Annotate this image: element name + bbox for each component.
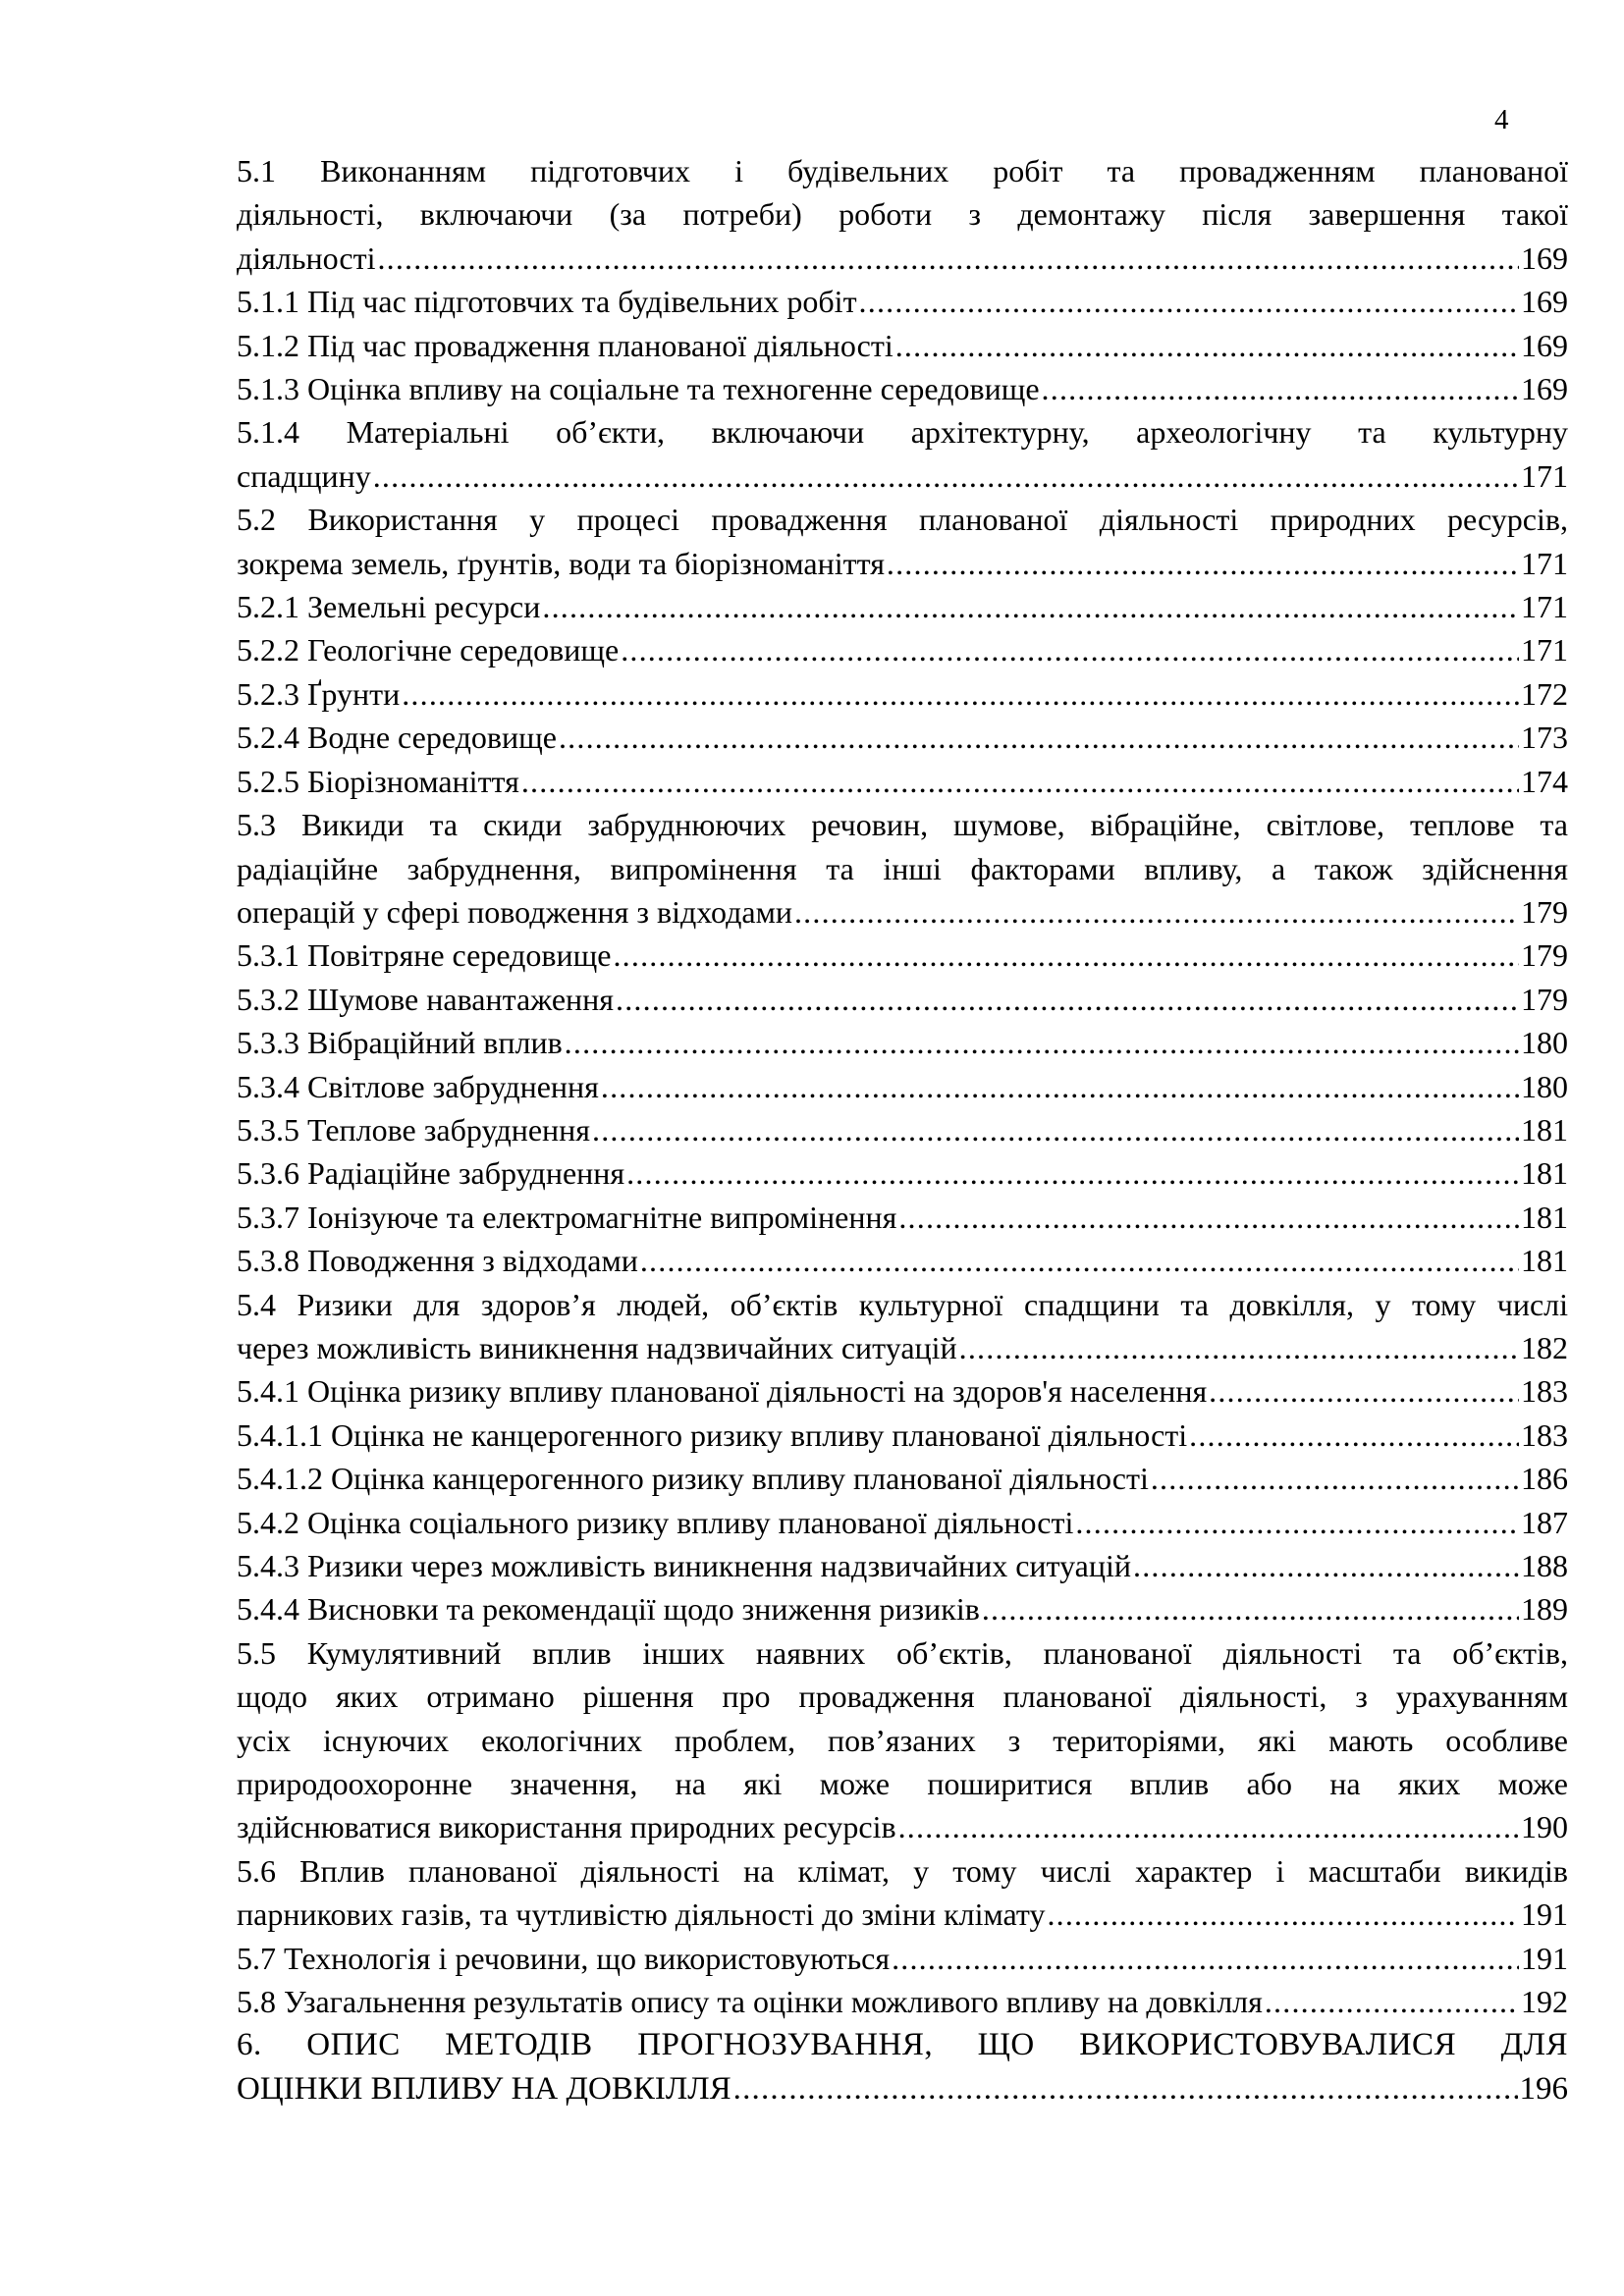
toc-entry[interactable] [237, 1631, 1568, 1849]
toc-entry-line: щодо яких отримано рішення про провадження планованої діяльності, з урахуванням [237, 1679, 1568, 1715]
dot-leader [621, 628, 1519, 671]
dot-leader [895, 324, 1519, 367]
toc-entry-title: 5.3.5 Теплове забруднення [237, 1111, 591, 1148]
table-of-contents [237, 149, 1568, 2110]
page-number: 4 [1494, 104, 1509, 135]
dot-leader [982, 1587, 1519, 1630]
toc-entry-title: 5.3.1 Повітряне середовище [237, 937, 612, 974]
toc-page-number: 188 [1521, 1548, 1568, 1583]
toc-entry[interactable] [237, 1108, 1568, 1151]
toc-entry-title: 5.4.1.1 Оцінка не канцерогенного ризику впливу планованої діяльності [237, 1416, 1188, 1453]
toc-entry-title: 5.2.4 Водне середовище [237, 720, 557, 756]
toc-page-number: 196 [1519, 2070, 1568, 2107]
toc-entry[interactable] [237, 1544, 1568, 1587]
toc-entry-title-row [237, 1414, 1568, 1457]
toc-entry-title: 5.3.6 Радіаційне забруднення [237, 1155, 625, 1192]
toc-page-number: 183 [1521, 1373, 1568, 1410]
dot-leader [898, 1805, 1519, 1848]
dot-leader [1075, 1501, 1519, 1544]
toc-entry[interactable] [237, 324, 1568, 367]
toc-entry-title-row [237, 585, 1568, 628]
toc-page-number: 190 [1521, 1809, 1568, 1845]
toc-entry-title-row [237, 1369, 1568, 1413]
dot-leader [613, 934, 1519, 977]
toc-entry-title-row [237, 1544, 1568, 1587]
toc-entry-title: парникових газів, та чутливістю діяльності до зміни клімату [237, 1896, 1046, 1933]
toc-entry[interactable] [237, 1501, 1568, 1544]
toc-entry-line: 5.6 Вплив планованої діяльності на клімат, у тому числі характер і масштаби викидів [237, 1852, 1568, 1889]
toc-entry-title: 5.2.5 Біорізноманіття [237, 763, 519, 799]
toc-entry-line: 6. ОПИС МЕТОДІВ ПРОГНОЗУВАННЯ, ЩО ВИКОРИСТОВУВАЛИСЯ ДЛЯ [237, 2027, 1568, 2063]
toc-entry[interactable] [237, 498, 1568, 585]
dot-leader [1209, 1369, 1519, 1413]
dot-leader [640, 1239, 1519, 1282]
toc-entry-line: 5.1 Виконанням підготовчих і будівельних робіт та провадженням планованої [237, 153, 1568, 188]
toc-entry-title-row [237, 628, 1568, 671]
toc-page-number: 169 [1521, 327, 1568, 363]
toc-entry-title: 5.2.3 Ґрунти [237, 675, 401, 712]
toc-entry-line: 5.2 Використання у процесі провадження планованої діяльності природних ресурсів, [237, 502, 1568, 538]
toc-entry-title: 5.8 Узагальнення результатів опису та оцінки можливого впливу на довкілля [237, 1984, 1263, 2020]
toc-entry-title-row [237, 2067, 1568, 2110]
toc-page-number: 186 [1521, 1461, 1568, 1497]
toc-entry[interactable] [237, 1937, 1568, 1980]
toc-entry-title: 5.3.4 Світлове забруднення [237, 1068, 599, 1104]
toc-page-number: 181 [1521, 1155, 1568, 1192]
toc-entry[interactable] [237, 1021, 1568, 1064]
toc-page-number: 182 [1521, 1329, 1568, 1365]
dot-leader [959, 1326, 1519, 1369]
toc-entry-title-row [237, 1980, 1568, 2023]
dot-leader [1265, 1980, 1519, 2023]
dot-leader [1047, 1893, 1519, 1936]
dot-leader [521, 760, 1519, 803]
toc-entry[interactable] [237, 1980, 1568, 2023]
dot-leader [565, 1021, 1519, 1064]
dot-leader [542, 585, 1519, 628]
toc-entry[interactable] [237, 978, 1568, 1021]
toc-entry[interactable] [237, 2023, 1568, 2110]
toc-entry-title-row [237, 672, 1568, 716]
toc-entry-line: 5.4 Ризики для здоров’я людей, об’єктів культурної спадщини та довкілля, у тому числі [237, 1286, 1568, 1322]
toc-page-number: 174 [1521, 763, 1568, 799]
toc-entry-title: діяльності [237, 240, 376, 276]
toc-entry-title-row [237, 1196, 1568, 1239]
toc-entry-line: 5.1.4 Матеріальні об’єкти, включаючи архітектурну, археологічну та культурну [237, 414, 1568, 451]
dot-leader [1042, 367, 1519, 410]
toc-entry-line: природоохоронне значення, на які може поширитися вплив або на яких може [237, 1766, 1568, 1802]
toc-entry-title: операцій у сфері поводження з відходами [237, 893, 792, 930]
toc-entry[interactable] [237, 1587, 1568, 1630]
toc-entry-title-row [237, 1587, 1568, 1630]
toc-entry-title: 5.3.7 Іонізуюче та електромагнітне випромінення [237, 1199, 897, 1235]
toc-entry-title: 5.3.3 Вібраційний вплив [237, 1025, 563, 1061]
toc-entry-title-row [237, 1108, 1568, 1151]
dot-leader [373, 454, 1519, 498]
toc-page-number: 169 [1521, 284, 1568, 320]
dot-leader [733, 2067, 1518, 2110]
toc-page-number: 183 [1521, 1416, 1568, 1453]
dot-leader [626, 1151, 1519, 1195]
toc-entry-title-row [237, 1326, 1568, 1369]
toc-page-number: 179 [1521, 981, 1568, 1017]
toc-entry-title-row [237, 760, 1568, 803]
dot-leader [794, 890, 1519, 934]
toc-entry-title-row [237, 716, 1568, 759]
toc-page-number: 191 [1521, 1896, 1568, 1933]
toc-entry[interactable] [237, 149, 1568, 280]
toc-entry-title-row [237, 542, 1568, 585]
toc-entry[interactable] [237, 1151, 1568, 1195]
dot-leader [887, 542, 1519, 585]
toc-entry-title: 5.1.1 Під час підготовчих та будівельних робіт [237, 284, 857, 320]
toc-page-number: 179 [1521, 893, 1568, 930]
toc-entry-line: усіх існуючих екологічних проблем, пов’язаних з територіями, які мають особливе [237, 1722, 1568, 1758]
toc-entry[interactable] [237, 760, 1568, 803]
toc-page-number: 171 [1521, 545, 1568, 581]
toc-page-number: 169 [1521, 371, 1568, 407]
toc-entry[interactable] [237, 1457, 1568, 1500]
toc-page-number: 173 [1521, 720, 1568, 756]
toc-entry-line: радіаційне забруднення, випромінення та інші факторами впливу, а також здійснення [237, 850, 1568, 886]
toc-entry-title: ОЦІНКИ ВПЛИВУ НА ДОВКІЛЛЯ [237, 2070, 731, 2107]
toc-page-number: 191 [1521, 1940, 1568, 1976]
dot-leader [377, 237, 1519, 280]
toc-entry-title: 5.2.1 Земельні ресурси [237, 589, 541, 625]
dot-leader [898, 1196, 1519, 1239]
toc-entry[interactable] [237, 716, 1568, 759]
toc-page-number: 171 [1521, 457, 1568, 494]
toc-entry[interactable] [237, 1849, 1568, 1937]
toc-entry-title-row [237, 1065, 1568, 1108]
toc-entry-title: через можливість виникнення надзвичайних ситуацій [237, 1329, 957, 1365]
dot-leader [559, 716, 1519, 759]
toc-entry-title-row [237, 1021, 1568, 1064]
toc-page-number: 189 [1521, 1591, 1568, 1628]
dot-leader [859, 280, 1519, 323]
toc-entry-title-row [237, 1501, 1568, 1544]
toc-page-number: 172 [1521, 675, 1568, 712]
toc-entry[interactable] [237, 803, 1568, 934]
toc-entry-title-row [237, 454, 1568, 498]
toc-page-number: 192 [1521, 1984, 1568, 2020]
toc-entry[interactable] [237, 672, 1568, 716]
toc-entry-title: спадщину [237, 457, 371, 494]
toc-entry-title: 5.4.3 Ризики через можливість виникнення надзвичайних ситуацій [237, 1548, 1132, 1583]
toc-entry-line: 5.3 Викиди та скиди забруднюючих речовин, шумове, вібраційне, світлове, теплове та [237, 807, 1568, 843]
toc-entry-line: діяльності, включаючи (за потреби) роботи з демонтажу після завершення такої [237, 196, 1568, 233]
toc-entry-title-row [237, 1457, 1568, 1500]
toc-entry-title: 5.3.2 Шумове навантаження [237, 981, 615, 1017]
toc-entry-title: 5.3.8 Поводження з відходами [237, 1243, 638, 1279]
toc-page-number: 181 [1521, 1111, 1568, 1148]
toc-page-number: 171 [1521, 632, 1568, 668]
toc-entry[interactable] [237, 367, 1568, 410]
toc-entry-title: 5.4.4 Висновки та рекомендації щодо зниження ризиків [237, 1591, 980, 1628]
toc-entry[interactable] [237, 280, 1568, 323]
toc-entry-title: здійснюватися використання природних ресурсів [237, 1809, 896, 1845]
toc-entry-title-row [237, 280, 1568, 323]
dot-leader [616, 978, 1519, 1021]
toc-entry-title: 5.1.3 Оцінка впливу на соціальне та техногенне середовище [237, 371, 1040, 407]
toc-entry[interactable] [237, 410, 1568, 498]
toc-page-number: 171 [1521, 589, 1568, 625]
toc-entry-title-row [237, 1805, 1568, 1848]
toc-entry-title-row [237, 934, 1568, 977]
toc-entry-title-row [237, 1893, 1568, 1936]
toc-entry-title: 5.4.2 Оцінка соціального ризику впливу планованої діяльності [237, 1504, 1074, 1540]
toc-page-number: 169 [1521, 240, 1568, 276]
toc-entry-title: 5.1.2 Під час провадження планованої діяльності [237, 327, 893, 363]
dot-leader [402, 672, 1519, 716]
dot-leader [1133, 1544, 1519, 1587]
toc-entry-title: 5.2.2 Геологічне середовище [237, 632, 620, 668]
dot-leader [1189, 1414, 1519, 1457]
toc-page-number: 180 [1521, 1025, 1568, 1061]
toc-entry[interactable] [237, 1369, 1568, 1413]
toc-entry-title-row [237, 1937, 1568, 1980]
toc-page-number: 180 [1521, 1068, 1568, 1104]
toc-entry[interactable] [237, 1414, 1568, 1457]
toc-entry[interactable] [237, 1196, 1568, 1239]
toc-entry-title-row [237, 324, 1568, 367]
dot-leader [892, 1937, 1519, 1980]
dot-leader [1151, 1457, 1519, 1500]
toc-entry[interactable] [237, 1065, 1568, 1108]
toc-entry[interactable] [237, 934, 1568, 977]
toc-page-number: 181 [1521, 1243, 1568, 1279]
toc-entry-title-row [237, 1151, 1568, 1195]
toc-entry-title: зокрема земель, ґрунтів, води та біорізноманіття [237, 545, 885, 581]
toc-entry-line: 5.5 Кумулятивний вплив інших наявних об’єктів, планованої діяльності та об’єктів, [237, 1634, 1568, 1671]
toc-entry-title-row [237, 978, 1568, 1021]
toc-page-number: 179 [1521, 937, 1568, 974]
toc-entry[interactable] [237, 585, 1568, 628]
toc-entry-title: 5.4.1.2 Оцінка канцерогенного ризику впливу планованої діяльності [237, 1461, 1149, 1497]
toc-entry-title-row [237, 1239, 1568, 1282]
toc-entry-title: 5.4.1 Оцінка ризику впливу планованої діяльності на здоров'я населення [237, 1373, 1208, 1410]
toc-page-number: 181 [1521, 1199, 1568, 1235]
toc-entry[interactable] [237, 1283, 1568, 1370]
toc-entry-title-row [237, 237, 1568, 280]
toc-entry-title-row [237, 890, 1568, 934]
toc-entry[interactable] [237, 628, 1568, 671]
toc-entry-title-row [237, 367, 1568, 410]
dot-leader [601, 1065, 1519, 1108]
dot-leader [592, 1108, 1519, 1151]
toc-page-number: 187 [1521, 1504, 1568, 1540]
toc-entry[interactable] [237, 1239, 1568, 1282]
toc-entry-title: 5.7 Технологія і речовини, що використовуються [237, 1940, 891, 1976]
